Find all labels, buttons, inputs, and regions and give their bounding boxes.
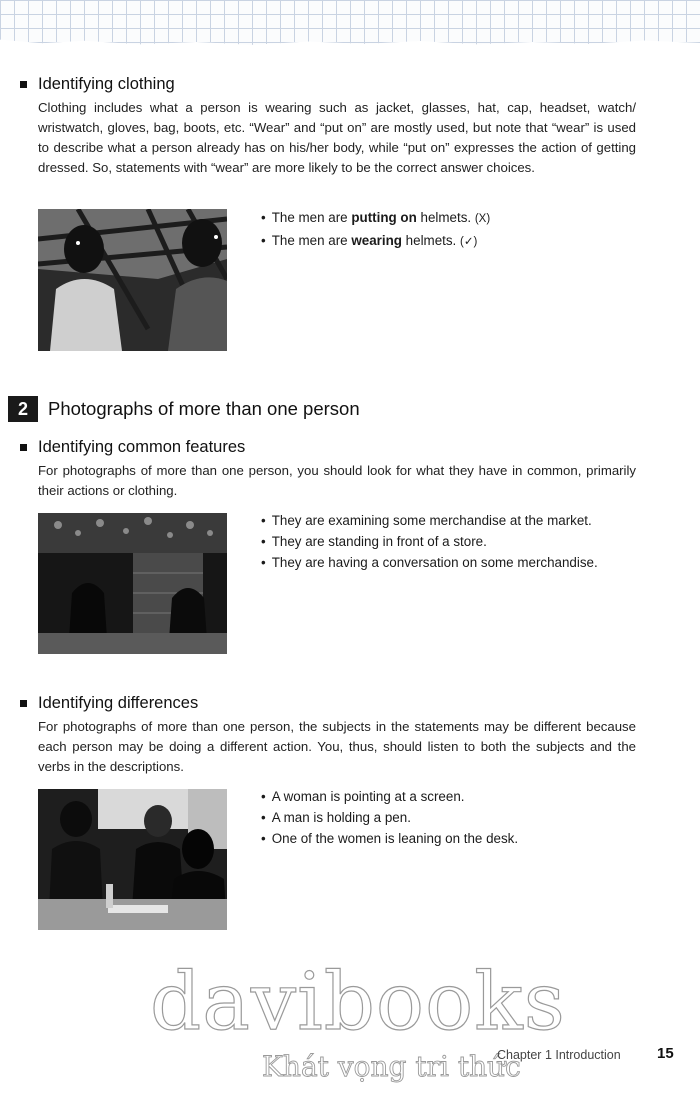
common-features-statements: [261, 510, 598, 573]
watermark-logo: davibooks: [150, 955, 566, 1048]
statement-putting-on: • The men are putting on helmets. (X): [261, 207, 490, 230]
common-features-paragraph: For photographs of more than one person, you should look for what they have in common, primarily their actions or clothing.: [38, 463, 636, 498]
watermark-slogan: Khát vọng tri thức: [262, 1050, 521, 1083]
clothing-statements: [261, 207, 490, 253]
statement-item: • They are having a conversation on some merchandise.: [261, 552, 598, 573]
square-bullet-icon: [20, 700, 27, 707]
statement-item: • A woman is pointing at a screen.: [261, 786, 518, 807]
photo-men-wearing-helmets: [38, 209, 227, 351]
section-title: Photographs of more than one person: [48, 398, 360, 419]
heading-text: Identifying clothing: [38, 75, 175, 93]
square-bullet-icon: [20, 444, 27, 451]
section-number-badge: 2: [8, 396, 38, 422]
photo-market-shoppers: [38, 513, 227, 654]
statement-item: • They are standing in front of a store.: [261, 531, 598, 552]
heading-common-features: [20, 438, 245, 457]
differences-statements: [261, 786, 518, 849]
differences-paragraph: For photographs of more than one person, the subjects in the statements may be different because each person may be doing a different action. You, thus, should listen to both the subjects and the verbs in the descriptions.: [38, 719, 636, 774]
heading-text: Identifying common features: [38, 438, 246, 456]
square-bullet-icon: [20, 81, 27, 88]
heading-identifying-clothing: [20, 75, 175, 94]
statement-item: • One of the women is leaning on the desk.: [261, 828, 518, 849]
statement-item: • A man is holding a pen.: [261, 807, 518, 828]
heading-differences: [20, 694, 198, 713]
footer-chapter: Chapter 1 Introduction: [497, 1048, 621, 1062]
heading-text: Identifying differences: [38, 694, 199, 712]
photo-office-group: [38, 789, 227, 930]
statement-item: • They are examining some merchandise at the market.: [261, 510, 598, 531]
page-number: 15: [657, 1045, 674, 1062]
statement-wearing: • The men are wearing helmets. (✓): [261, 230, 490, 253]
clothing-paragraph: Clothing includes what a person is wearing such as jacket, glasses, hat, cap, headset, watch/ wristwatch, gloves, bag, boots, etc. “Wear” and “put on” are mostly used, but note that “wear” is used to describe what a person already has on his/her body, while “put on” expresses the action of getting dressed. So, statements with “wear” are more likely to be the correct answer choices.: [38, 100, 636, 175]
